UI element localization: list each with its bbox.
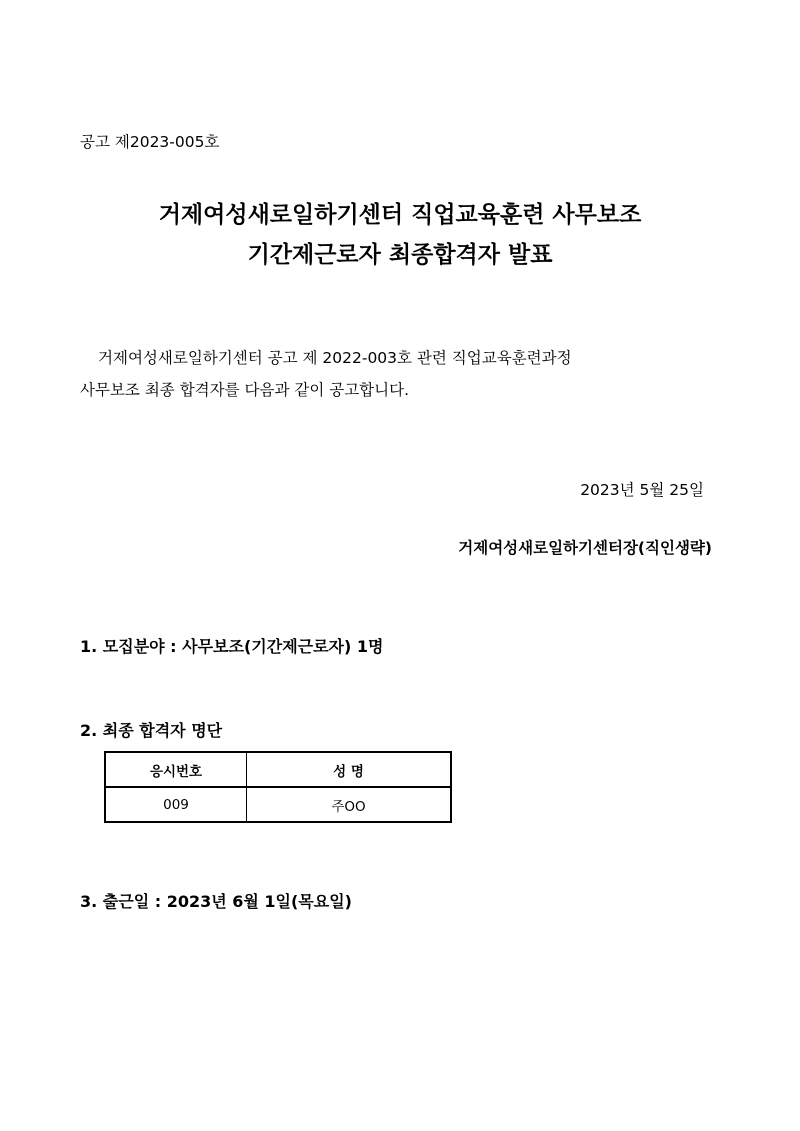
cell-name: 주OO	[247, 787, 452, 822]
announcement-date: 2023년 5월 25일	[580, 481, 704, 499]
header-exam-number: 응시번호	[105, 752, 247, 787]
section-recruitment-field: 1. 모집분야 : 사무보조(기간제근로자) 1명	[80, 637, 384, 656]
notice-number: 공고 제2023-005호	[80, 133, 220, 151]
cell-exam-number: 009	[105, 787, 247, 822]
section-start-date: 3. 출근일 : 2023년 6월 1일(목요일)	[80, 892, 352, 911]
document-title-line-2: 기간제근로자 최종합격자 발표	[247, 242, 553, 268]
header-name: 성 명	[247, 752, 452, 787]
document-title-line-1: 거제여성새로일하기센터 직업교육훈련 사무보조	[158, 202, 642, 228]
table-row	[105, 787, 451, 822]
body-paragraph-line-2: 사무보조 최종 합격자를 다음과 같이 공고합니다.	[80, 381, 410, 399]
final-results-table	[104, 751, 452, 823]
body-paragraph-line-1: 거제여성새로일하기센터 공고 제 2022-003호 관련 직업교육훈련과정	[98, 349, 572, 367]
section-final-list-title: 2. 최종 합격자 명단	[80, 721, 223, 740]
table-header-row	[105, 752, 451, 787]
signer: 거제여성새로일하기센터장(직인생략)	[458, 539, 712, 557]
